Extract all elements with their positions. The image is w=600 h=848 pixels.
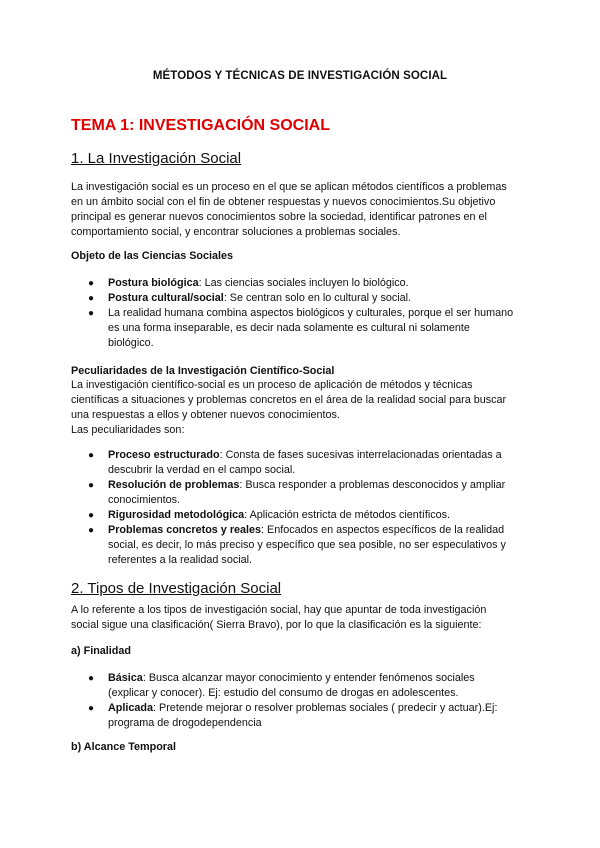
description: : Se centran solo en lo cultural y social. <box>223 292 412 304</box>
text-line: A lo referente a los tipos de investigación social, hay que apuntar de toda investigación <box>71 604 487 616</box>
finalidad-list <box>71 671 531 731</box>
objeto-list <box>71 276 531 351</box>
bullet-icon: ● <box>88 480 95 491</box>
text-line: Las peculiaridades son: <box>71 424 185 436</box>
term: Rigurosidad metodológica <box>108 509 245 521</box>
peculiaridades-list <box>71 448 531 568</box>
description: : Busca alcanzar mayor conocimiento y entender fenómenos sociales <box>142 672 475 684</box>
bullet-icon: ● <box>88 293 95 304</box>
text-line: programa de drogodependencia <box>108 717 262 729</box>
term: Postura biológica <box>108 277 199 289</box>
description: : Aplicación estricta de métodos científicos. <box>244 509 451 521</box>
bullet-icon: ● <box>88 525 95 536</box>
text-line: La realidad humana combina aspectos biológicos y culturales, porque el ser humano <box>108 307 514 319</box>
text-line: biológico. <box>108 337 154 349</box>
list-item <box>71 306 531 351</box>
list-item <box>71 701 531 731</box>
subheading-objeto: Objeto de las Ciencias Sociales <box>71 250 234 262</box>
description: : Las ciencias sociales incluyen lo biológico. <box>198 277 409 289</box>
section1-intro <box>71 180 531 240</box>
list-item <box>71 448 531 478</box>
description: : Consta de fases sucesivas interrelacionadas orientadas a <box>219 449 502 461</box>
list-item <box>71 276 531 291</box>
text-line: comportamiento social, y encontrar soluciones a problemas sociales. <box>71 226 401 238</box>
list-item <box>71 478 531 508</box>
text-line: científicas a situaciones y problemas concretos en el área de la realidad social para buscar <box>71 394 507 406</box>
list-item <box>71 523 531 568</box>
text-line: social, es decir, lo más preciso y específico que sea posible, no ser especulativos y <box>108 539 506 551</box>
bullet-icon: ● <box>88 673 95 684</box>
text-line: (explicar y conocer). Ej: estudio del consumo de drogas en adolescentes. <box>108 687 459 699</box>
text-line: principal es generar nuevos conocimientos sobre la sociedad, identificar patrones en el <box>71 211 487 223</box>
term: Resolución de problemas <box>108 479 240 491</box>
term: Básica <box>108 672 143 684</box>
term: Postura cultural/social <box>108 292 224 304</box>
term: Aplicada <box>108 702 154 714</box>
bullet-icon: ● <box>88 308 95 319</box>
section2-intro <box>71 603 531 633</box>
text-line: La investigación social es un proceso en el que se aplican métodos científicos a problemas <box>71 181 507 193</box>
bullet-icon: ● <box>88 703 95 714</box>
bullet-icon: ● <box>88 450 95 461</box>
text-line: La investigación científico-social es un proceso de aplicación de métodos y técnicas <box>71 379 473 391</box>
text-line: en un ámbito social con el fin de obtener respuestas y nuevos conocimientos.Su objetivo <box>71 196 496 208</box>
text-line: una respuestas a ellos y obtener nuevos conocimientos. <box>71 409 340 421</box>
text-line: social sigue una clasificación( Sierra Bravo), por lo que la clasificación es la siguiente: <box>71 619 482 631</box>
text-line: referentes a la realidad social. <box>108 554 253 566</box>
section-heading-investigacion-social: 1. La Investigación Social <box>71 150 242 167</box>
text-line: descubrir la verdad en el campo social. <box>108 464 296 476</box>
bullet-icon: ● <box>88 278 95 289</box>
text-line: es una forma inseparable, es decir nada solamente es cultural ni solamente <box>108 322 470 334</box>
description: : Enfocados en aspectos específicos de la realidad <box>261 524 505 536</box>
description: : Pretende mejorar o resolver problemas sociales ( predecir y actuar).Ej: <box>153 702 498 714</box>
term: Problemas concretos y reales <box>108 524 262 536</box>
subheading-finalidad: a) Finalidad <box>71 645 131 657</box>
subheading-alcance: b) Alcance Temporal <box>71 741 176 753</box>
term: Proceso estructurado <box>108 449 220 461</box>
subheading-peculiaridades: Peculiaridades de la Investigación Científico-Social <box>71 365 335 377</box>
document-title: MÉTODOS Y TÉCNICAS DE INVESTIGACIÓN SOCIAL <box>152 70 448 82</box>
bullet-icon: ● <box>88 510 95 521</box>
section-heading-tipos: 2. Tipos de Investigación Social <box>71 580 282 597</box>
description: : Busca responder a problemas desconocidos y ampliar <box>239 479 506 491</box>
text-line: conocimientos. <box>108 494 181 506</box>
list-item <box>71 671 531 701</box>
chapter-title: TEMA 1: INVESTIGACIÓN SOCIAL <box>71 117 330 134</box>
peculiaridades-intro <box>71 378 531 438</box>
list-item <box>71 291 531 306</box>
list-item <box>71 508 531 523</box>
